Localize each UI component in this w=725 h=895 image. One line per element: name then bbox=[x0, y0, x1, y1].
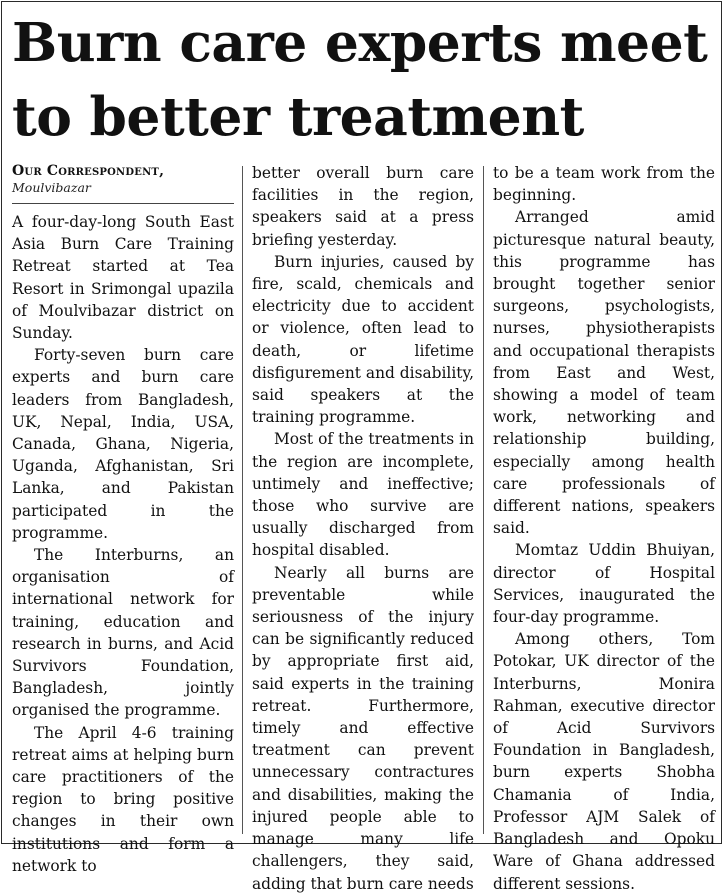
byline-location: Moulvibazar bbox=[12, 180, 91, 195]
paragraph-continuation: to be a team work from the beginning. bbox=[493, 164, 715, 205]
article-column-2 bbox=[252, 162, 474, 895]
paragraph: Forty-seven burn care experts and burn care leaders from Bangladesh, UK, Nepal, India, USA, Canada, Ghana, Nigeria, Uganda, Afghanistan, Sri Lanka, and Pakistan participated in the programme. bbox=[12, 346, 234, 542]
column-divider bbox=[242, 166, 243, 834]
paragraph: The April 4-6 training retreat aims at helping burn care practitioners of the region to bring positive changes in their own institutions and form a network to bbox=[12, 723, 234, 875]
article-column-3 bbox=[493, 162, 715, 895]
paragraph: Among others, Tom Potokar, UK director of the Interburns, Monira Rahman, executive director of Acid Survivors Foundation in Bangladesh, burn experts Shobha Chamania of India, Professor AJM Salek of Bangladesh and Opoku Ware of Ghana addressed different sessions. bbox=[493, 630, 715, 893]
byline bbox=[12, 162, 234, 196]
paragraph: The Interburns, an organisation of international network for training, education and research in burns, and Acid Survivors Foundation, Bangladesh, jointly organised the programme. bbox=[12, 546, 234, 720]
paragraph: Most of the treatments in the region are incomplete, untimely and ineffective; those who survive are usually discharged from hospital disabled. bbox=[252, 430, 474, 560]
column-divider bbox=[483, 166, 484, 834]
paragraph: Arranged amid picturesque natural beauty, this programme has brought together senior surgeons, psychologists, nurses, physiotherapists and occupational therapists from East and West, showing a model of team work, networking and relationship building, especially among health care professionals of different nations, speakers said. bbox=[493, 208, 715, 538]
byline-author: Our Correspondent, bbox=[12, 163, 165, 179]
paragraph: Momtaz Uddin Bhuiyan, director of Hospital Services, inaugurated the four-day programme. bbox=[493, 541, 715, 627]
headline: Burn care experts meet to better treatment bbox=[12, 11, 708, 148]
article-column-1 bbox=[12, 211, 234, 877]
byline-divider bbox=[12, 203, 234, 204]
article-frame bbox=[1, 1, 722, 893]
paragraph: Burn injuries, caused by fire, scald, chemicals and electricity due to accident or violence, often lead to death, or lifetime disfigurement and disability, said speakers at the training programme. bbox=[252, 252, 474, 427]
paragraph: A four-day-long South East Asia Burn Care Training Retreat started at Tea Resort in Srimongal upazila of Moulvibazar district on Sunday. bbox=[12, 213, 234, 343]
paragraph-continuation: better overall burn care facilities in the region, speakers said at a press briefing yesterday. bbox=[252, 164, 474, 249]
paragraph: Nearly all burns are preventable while seriousness of the injury can be significantly reduced by appropriate first aid, said experts in the training retreat. Furthermore, timely and effective treatment can prevent unnecessary contractures and disabilities, making the injured people able to manage many life challengers, they said, adding that burn care needs bbox=[252, 563, 474, 893]
